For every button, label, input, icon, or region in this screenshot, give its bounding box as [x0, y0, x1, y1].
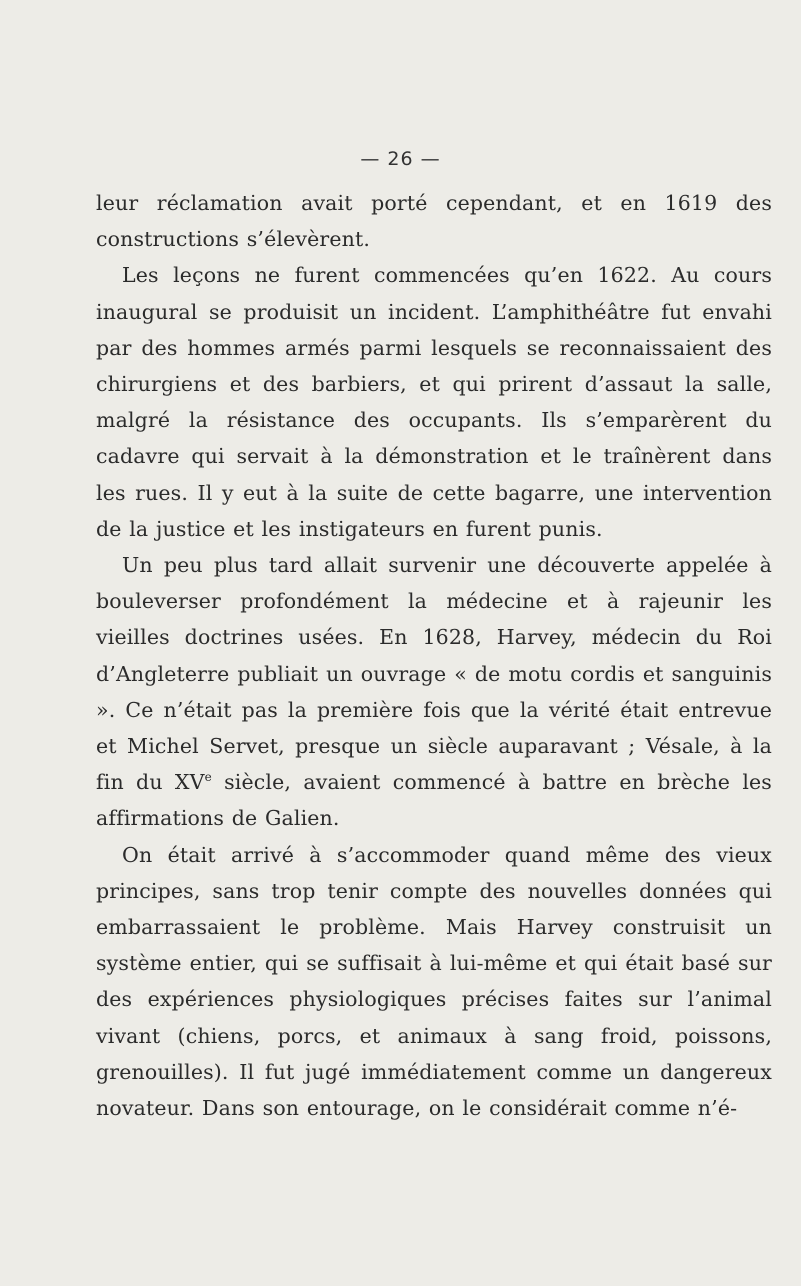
page-number: — 26 — [360, 148, 441, 170]
paragraph-2: Les leçons ne furent commencées qu’en 1622. Au cours inaugural se produisit un incident. L’amphithéâtre fut envahi par des hommes armés parmi lesquels se reconnaissaient des chirurgiens et des barbiers, et qui prirent d’assaut la salle, malgré la résistance des occupants. Ils s’emparèrent du cadavre qui servait à la démonstration et le traînèrent dans les rues. Il y eut à la suite de cette bagarre, une intervention de la justice et les instigateurs en furent punis. [96, 263, 772, 541]
paragraph-4: On était arrivé à s’accommoder quand même des vieux principes, sans trop tenir compte des nouvelles données qui embarrassaient le problème. Mais Harvey construisit un système entier, qui se suffisait à lui-même et qui était basé sur des expériences physiologiques précises faites sur l’animal vivant (chiens, porcs, et animaux à sang froid, poissons, grenouilles). Il fut jugé immédiatement comme un dangereux novateur. Dans son entourage, on le considérait comme n’é- [96, 842, 772, 1121]
body-text [96, 185, 772, 1126]
paragraph-3-text-before: Un peu plus tard allait survenir une découverte appelée à bouleverser profondément la médecine et à rajeunir les vieilles doctrines usées. En 1628, Harvey, médecin du Roi d’Angleterre publiait un ouvrage « de motu cordis et sanguinis ». Ce n’était pas la première fois que la vérité était entrevue et Michel Servet, presque un siècle auparavant ; Vésale, à la fin du XV [96, 553, 772, 795]
paragraph-3 [96, 547, 772, 837]
century-superscript: e [204, 770, 212, 785]
paragraph-3-text-after: siècle, avaient commencé à battre en brèche les affirmations de Galien. [96, 770, 772, 831]
paragraph-1: leur réclamation avait porté cependant, et en 1619 des constructions s’élevèrent. [96, 191, 772, 252]
